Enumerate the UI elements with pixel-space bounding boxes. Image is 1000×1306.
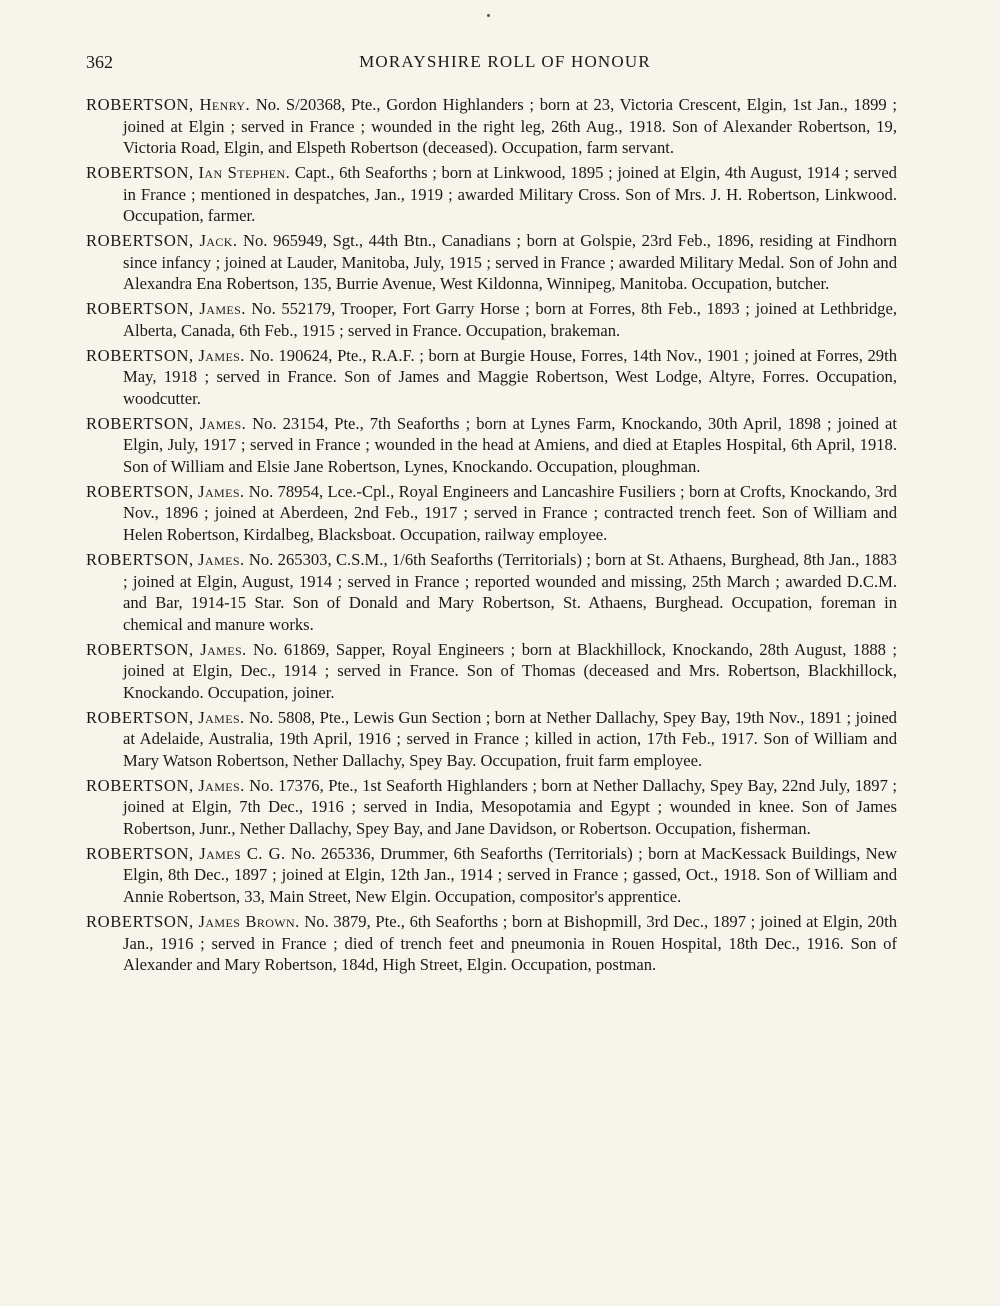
entry-text: No. 190624, Pte., R.A.F. ; born at Burgie House, Forres, 14th Nov., 1901 ; joined at Forres, 29th May, 1918 ; served in France. Son of James and Maggie Robertson, West Lodge, Altyre, Forres. Occupation, woodcutter.	[123, 345, 897, 408]
roll-entry	[86, 298, 897, 341]
roll-entry	[86, 639, 897, 704]
entry-given-name: James.	[200, 639, 247, 659]
roll-entries	[86, 94, 897, 979]
entry-given-name: Jack.	[199, 231, 238, 251]
entry-surname: ROBERTSON,	[86, 299, 194, 319]
entry-given-name: James C. G.	[199, 843, 286, 863]
entry-surname: ROBERTSON,	[86, 775, 194, 795]
entry-given-name: James.	[198, 549, 245, 569]
entry-given-name: James Brown.	[198, 911, 300, 931]
roll-entry	[86, 843, 897, 908]
entry-text: No. 965949, Sgt., 44th Btn., Canadians ; born at Golspie, 23rd Feb., 1896, residing at Findhorn since infancy ; joined at Lauder, Manitoba, July, 1915 ; served in France ; awarded Military Medal. Son of John and Alexandra Ena Robertson, 135, Burrie Avenue, West Kildonna, Winnipeg, Manitoba. Occupation, butcher.	[123, 231, 897, 294]
entry-given-name: James.	[199, 413, 247, 433]
roll-entry	[86, 345, 897, 410]
entry-surname: ROBERTSON,	[86, 549, 194, 569]
entry-text: No. S/20368, Pte., Gordon Highlanders ; born at 23, Victoria Crescent, Elgin, 1st Jan., 1899 ; joined at Elgin ; served in France ; wounded in the right leg, 26th Aug., 1918. Son of Alexander Robertson, 19, Victoria Road, Elgin, and Elspeth Robertson (deceased). Occupation, farm servant.	[123, 95, 898, 158]
roll-entry	[86, 707, 897, 772]
entry-text: No. 552179, Trooper, Fort Garry Horse ; born at Forres, 8th Feb., 1893 ; joined at Lethbridge, Alberta, Canada, 6th Feb., 1915 ; served in France. Occupation, brakeman.	[123, 299, 897, 340]
entry-given-name: Ian Stephen.	[198, 163, 291, 183]
running-title: MORAYSHIRE ROLL OF HONOUR	[359, 52, 651, 71]
entry-text: No. 17376, Pte., 1st Seaforth Highlanders ; born at Nether Dallachy, Spey Bay, 22nd July, 1897 ; joined at Elgin, 7th Dec., 1916 ; served in India, Mesopotamia and Egypt ; wounded in knee. Son of James Robertson, Junr., Nether Dallachy, Spey Bay, and Jane Davidson, or Robertson. Occupation, fisherman.	[123, 775, 898, 838]
roll-entry	[86, 94, 897, 159]
entry-text: No. 265303, C.S.M., 1/6th Seaforths (Territorials) ; born at St. Athaens, Burghead, 8th Jan., 1883 ; joined at Elgin, August, 1914 ; served in France ; reported wounded and missing, 25th March ; awarded D.C.M. and Bar, 1914-15 Star. Son of Donald and Mary Robertson, St. Athaens, Burghead. Occupation, foreman in chemical and manure works.	[123, 549, 897, 634]
entry-surname: ROBERTSON,	[86, 843, 194, 863]
entry-surname: ROBERTSON,	[86, 163, 194, 183]
entry-surname: ROBERTSON,	[86, 639, 194, 659]
entry-surname: ROBERTSON,	[86, 345, 194, 365]
entry-surname: ROBERTSON,	[86, 481, 194, 501]
entry-surname: ROBERTSON,	[86, 231, 194, 251]
entry-text: No. 61869, Sapper, Royal Engineers ; born at Blackhillock, Knockando, 28th August, 1888 ; joined at Elgin, Dec., 1914 ; served in France. Son of Thomas (deceased and Mrs. Robertson, Blackhillock, Knockando. Occupation, joiner.	[123, 639, 898, 702]
entry-text: Capt., 6th Seaforths ; born at Linkwood, 1895 ; joined at Elgin, 4th August, 1914 ; served in France ; mentioned in despatches, Jan., 1919 ; awarded Military Cross. Son of Mrs. J. H. Robertson, Linkwood. Occupation, farmer.	[123, 163, 897, 226]
entry-given-name: James.	[198, 775, 245, 795]
roll-entry	[86, 230, 897, 295]
ink-speck	[487, 14, 490, 17]
entry-text: No. 78954, Lce.-Cpl., Royal Engineers and Lancashire Fusiliers ; born at Crofts, Knockando, 3rd Nov., 1896 ; joined at Aberdeen, 2nd Feb., 1917 ; served in France ; contracted trench feet. Son of William and Helen Robertson, Kirdalbeg, Blacksboat. Occupation, railway employee.	[123, 481, 897, 545]
roll-entry	[86, 775, 897, 840]
page-number: 362	[86, 52, 113, 72]
roll-entry	[86, 481, 897, 546]
entry-surname: ROBERTSON,	[86, 95, 194, 114]
page-header	[86, 52, 896, 78]
entry-given-name: James.	[198, 481, 245, 501]
entry-text: No. 23154, Pte., 7th Seaforths ; born at Lynes Farm, Knockando, 30th April, 1898 ; joined at Elgin, July, 1917 ; served in France ; wounded in the head at Amiens, and died at Etaples Hospital, 6th April, 1918. Son of William and Elsie Jane Robertson, Lynes, Knockando. Occupation, ploughman.	[123, 413, 897, 476]
entry-given-name: James.	[198, 345, 245, 365]
entry-text: No. 265336, Drummer, 6th Seaforths (Territorials) ; born at MacKessack Buildings, New Elgin, 8th Dec., 1897 ; joined at Elgin, 12th Jan., 1914 ; served in France ; gassed, Oct., 1918. Son of William and Annie Robertson, 33, Main Street, New Elgin. Occupation, compositor's apprentice.	[123, 843, 897, 907]
roll-entry	[86, 911, 897, 976]
entry-surname: ROBERTSON,	[86, 413, 194, 433]
entry-text: No. 3879, Pte., 6th Seaforths ; born at Bishopmill, 3rd Dec., 1897 ; joined at Elgin, 20th Jan., 1916 ; served in France ; died of trench feet and pneumonia in Rouen Hospital, 18th Dec., 1916. Son of Alexander and Mary Robertson, 184d, High Street, Elgin. Occupation, postman.	[123, 911, 897, 975]
entry-given-name: James.	[198, 707, 245, 727]
roll-entry	[86, 413, 897, 478]
entry-surname: ROBERTSON,	[86, 911, 194, 931]
entry-text: No. 5808, Pte., Lewis Gun Section ; born at Nether Dallachy, Spey Bay, 19th Nov., 1891 ; joined at Adelaide, Australia, 19th April, 1916 ; served in France ; killed in action, 17th Feb., 1917. Son of William and Mary Watson Robertson, Nether Dallachy, Spey Bay. Occupation, fruit farm employee.	[123, 707, 897, 770]
entry-given-name: James.	[199, 299, 246, 319]
roll-entry	[86, 162, 897, 227]
entry-given-name: Henry.	[199, 95, 251, 114]
entry-surname: ROBERTSON,	[86, 707, 194, 727]
roll-entry	[86, 549, 897, 635]
